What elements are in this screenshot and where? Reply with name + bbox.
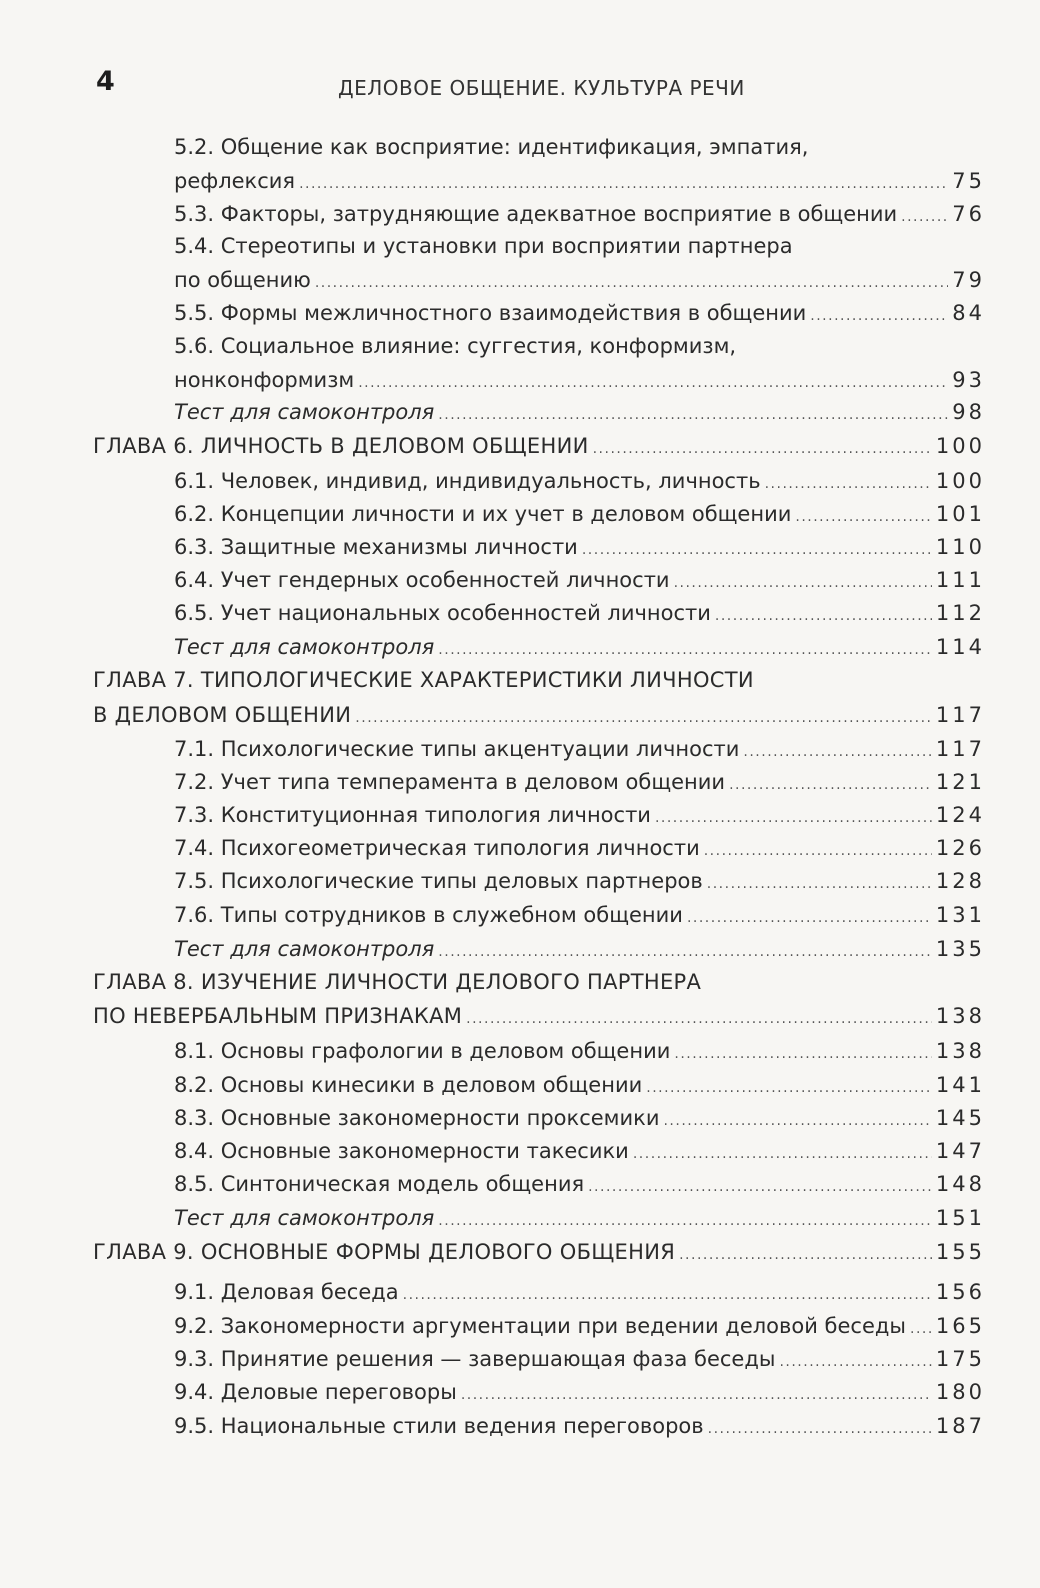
toc-page-number: 151 <box>935 1206 985 1230</box>
dot-leader <box>795 503 932 531</box>
dot-leader <box>810 302 948 330</box>
dot-leader <box>679 1241 932 1269</box>
toc-page-number: 156 <box>935 1280 985 1304</box>
toc-entry-title: Тест для самоконтроля <box>174 635 435 659</box>
dot-leader <box>687 904 932 932</box>
toc-entry-title: 5.3. Факторы, затрудняющие адекватное восприятие в общении <box>174 202 898 226</box>
dot-leader <box>438 636 932 664</box>
toc-entry-title: 5.5. Формы межличностного взаимодействия в общении <box>174 301 807 325</box>
toc-entry-title: 5.6. Социальное влияние: суггестия, конформизм, <box>174 334 737 358</box>
toc-section-line <box>174 599 985 629</box>
toc-page-number: 148 <box>935 1172 985 1196</box>
dot-leader <box>582 536 932 564</box>
toc-page-number: 121 <box>935 770 985 794</box>
toc-page-number: 138 <box>935 1004 985 1028</box>
toc-section-line <box>174 266 985 296</box>
toc-entry-title: 5.4. Стереотипы и установки при восприятии партнера <box>174 234 793 258</box>
toc-page-number: 112 <box>935 601 985 625</box>
toc-entry-title: по общению <box>174 268 311 292</box>
toc-page-number: 180 <box>935 1380 985 1404</box>
toc-section-line <box>174 533 985 563</box>
toc-section-line <box>174 467 985 497</box>
toc-section-line <box>174 232 985 262</box>
toc-entry-title: ГЛАВА 8. ИЗУЧЕНИЕ ЛИЧНОСТИ ДЕЛОВОГО ПАРТНЕРА <box>93 970 702 994</box>
toc-entry-title: ГЛАВА 6. ЛИЧНОСТЬ В ДЕЛОВОМ ОБЩЕНИИ <box>93 434 589 458</box>
toc-section-line <box>174 1278 985 1308</box>
toc-page-number: 117 <box>935 737 985 761</box>
toc-section-line <box>174 901 985 931</box>
toc-chapter-line <box>93 701 985 731</box>
toc-page-number: 165 <box>935 1314 985 1338</box>
toc-page-number: 175 <box>935 1347 985 1371</box>
toc-chapter-line <box>93 432 985 462</box>
toc-page-number: 126 <box>935 836 985 860</box>
toc-page-number: 128 <box>935 869 985 893</box>
toc-entry-title: 8.3. Основные закономерности проксемики <box>174 1106 660 1130</box>
toc-section-line <box>174 1137 985 1167</box>
dot-leader <box>765 470 932 498</box>
toc-entry-title: Тест для самоконтроля <box>174 400 435 424</box>
toc-chapter-line <box>93 1238 985 1268</box>
toc-page-number: 84 <box>952 301 985 325</box>
toc-page-number: 131 <box>935 903 985 927</box>
toc-page-number: 110 <box>935 535 985 559</box>
dot-leader <box>358 369 948 397</box>
toc-entry-title: 7.3. Конституционная типология личности <box>174 803 651 827</box>
toc-section-line <box>174 332 985 362</box>
dot-leader <box>707 870 932 898</box>
toc-test-line <box>174 935 985 965</box>
toc-section-line <box>174 500 985 530</box>
toc-page-number: 111 <box>935 568 985 592</box>
toc-test-line <box>174 1204 985 1234</box>
toc-entry-title: ГЛАВА 9. ОСНОВНЫЕ ФОРМЫ ДЕЛОВОГО ОБЩЕНИЯ <box>93 1240 676 1264</box>
toc-entry-title: ГЛАВА 7. ТИПОЛОГИЧЕСКИЕ ХАРАКТЕРИСТИКИ ЛИЧНОСТИ <box>93 668 754 692</box>
dot-leader <box>655 804 932 832</box>
toc-test-line <box>174 633 985 663</box>
dot-leader <box>461 1381 932 1409</box>
toc-entry-title: Тест для самоконтроля <box>174 1206 435 1230</box>
toc-page-number: 100 <box>935 469 985 493</box>
dot-leader <box>593 435 932 463</box>
dot-leader <box>466 1005 932 1033</box>
toc-page-number: 117 <box>935 703 985 727</box>
dot-leader <box>663 1107 931 1135</box>
toc-section-line <box>174 1345 985 1375</box>
dot-leader <box>299 170 948 198</box>
toc-section-line <box>174 867 985 897</box>
toc-test-line <box>174 398 985 428</box>
toc-section-line <box>174 768 985 798</box>
dot-leader <box>438 1207 932 1235</box>
toc-section-line <box>174 167 985 197</box>
toc-section-line <box>174 1312 985 1342</box>
toc-chapter-line <box>93 1002 985 1032</box>
dot-leader <box>910 1315 932 1343</box>
dot-leader <box>715 602 932 630</box>
toc-page-number: 114 <box>935 635 985 659</box>
toc-section-line <box>174 1037 985 1067</box>
toc-entry-title: 7.5. Психологические типы деловых партнеров <box>174 869 703 893</box>
toc-page-number: 93 <box>952 368 985 392</box>
toc-page-number: 145 <box>935 1106 985 1130</box>
toc-chapter-line <box>93 968 985 998</box>
dot-leader <box>901 203 948 231</box>
toc-page-number: 138 <box>935 1039 985 1063</box>
dot-leader <box>674 569 932 597</box>
toc-section-line <box>174 566 985 596</box>
toc-section-line <box>174 1170 985 1200</box>
dot-leader <box>315 269 948 297</box>
toc-page-number: 187 <box>935 1414 985 1438</box>
toc-entry-title: 8.2. Основы кинесики в деловом общении <box>174 1073 643 1097</box>
dot-leader <box>779 1348 931 1376</box>
toc-section-line <box>174 1104 985 1134</box>
toc-page-number: 141 <box>935 1073 985 1097</box>
running-title: ДЕЛОВОЕ ОБЩЕНИЕ. КУЛЬТУРА РЕЧИ <box>338 76 745 100</box>
toc-entry-title: 6.3. Защитные механизмы личности <box>174 535 578 559</box>
toc-section-line <box>174 299 985 329</box>
dot-leader <box>674 1040 932 1068</box>
toc-entry-title: 6.4. Учет гендерных особенностей личности <box>174 568 670 592</box>
toc-entry-title: 9.2. Закономерности аргументации при ведении деловой беседы <box>174 1314 906 1338</box>
toc-page-number: 79 <box>952 268 985 292</box>
toc-entry-title: 7.4. Психогеометрическая типология личности <box>174 836 700 860</box>
dot-leader <box>708 1415 932 1443</box>
toc-entry-title: 5.2. Общение как восприятие: идентификация, эмпатия, <box>174 135 809 159</box>
toc-entry-title: 8.1. Основы графологии в деловом общении <box>174 1039 671 1063</box>
dot-leader <box>438 938 932 966</box>
toc-entry-title: 8.4. Основные закономерности такесики <box>174 1139 629 1163</box>
toc-entry-title: нонконформизм <box>174 368 355 392</box>
toc-section-line <box>174 1412 985 1442</box>
toc-entry-title: 6.5. Учет национальных особенностей личности <box>174 601 711 625</box>
toc-page-number: 101 <box>935 502 985 526</box>
toc-page-number: 98 <box>952 400 985 424</box>
toc-entry-title: 9.1. Деловая беседа <box>174 1280 399 1304</box>
page-number: 4 <box>96 66 115 97</box>
toc-chapter-line <box>93 666 985 696</box>
toc-entry-title: 9.3. Принятие решения — завершающая фаза беседы <box>174 1347 776 1371</box>
toc-section-line <box>174 735 985 765</box>
toc-page-number: 76 <box>952 202 985 226</box>
toc-entry-title: 7.6. Типы сотрудников в служебном общении <box>174 903 683 927</box>
toc-page-number: 100 <box>935 434 985 458</box>
dot-leader <box>403 1281 932 1309</box>
dot-leader <box>633 1140 932 1168</box>
toc-section-line <box>174 366 985 396</box>
toc-page-number: 124 <box>935 803 985 827</box>
dot-leader <box>743 738 932 766</box>
toc-entry-title: рефлексия <box>174 169 296 193</box>
toc-entry-title: ПО НЕВЕРБАЛЬНЫМ ПРИЗНАКАМ <box>93 1004 463 1028</box>
toc-page-number: 155 <box>935 1240 985 1264</box>
toc-entry-title: 7.1. Психологические типы акцентуации личности <box>174 737 740 761</box>
toc-section-line <box>174 1071 985 1101</box>
toc-entry-title: 7.2. Учет типа темперамента в деловом общении <box>174 770 726 794</box>
toc-page-number: 135 <box>935 937 985 961</box>
dot-leader <box>646 1074 932 1102</box>
dot-leader <box>729 771 932 799</box>
toc-entry-title: 9.4. Деловые переговоры <box>174 1380 457 1404</box>
toc-section-line <box>174 200 985 230</box>
toc-entry-title: 6.1. Человек, индивид, индивидуальность, личность <box>174 469 761 493</box>
toc-entry-title: Тест для самоконтроля <box>174 937 435 961</box>
toc-section-line <box>174 801 985 831</box>
toc-page-number: 147 <box>935 1139 985 1163</box>
toc-entry-title: В ДЕЛОВОМ ОБЩЕНИИ <box>93 703 352 727</box>
toc-entry-title: 8.5. Синтоническая модель общения <box>174 1172 585 1196</box>
dot-leader <box>438 401 948 429</box>
toc-section-line <box>174 834 985 864</box>
toc-page-number: 75 <box>952 169 985 193</box>
dot-leader <box>355 704 932 732</box>
toc-entry-title: 6.2. Концепции личности и их учет в деловом общении <box>174 502 792 526</box>
toc-section-line <box>174 1378 985 1408</box>
dot-leader <box>588 1173 932 1201</box>
toc-section-line <box>174 133 985 163</box>
toc-entry-title: 9.5. Национальные стили ведения переговоров <box>174 1414 704 1438</box>
dot-leader <box>704 837 932 865</box>
